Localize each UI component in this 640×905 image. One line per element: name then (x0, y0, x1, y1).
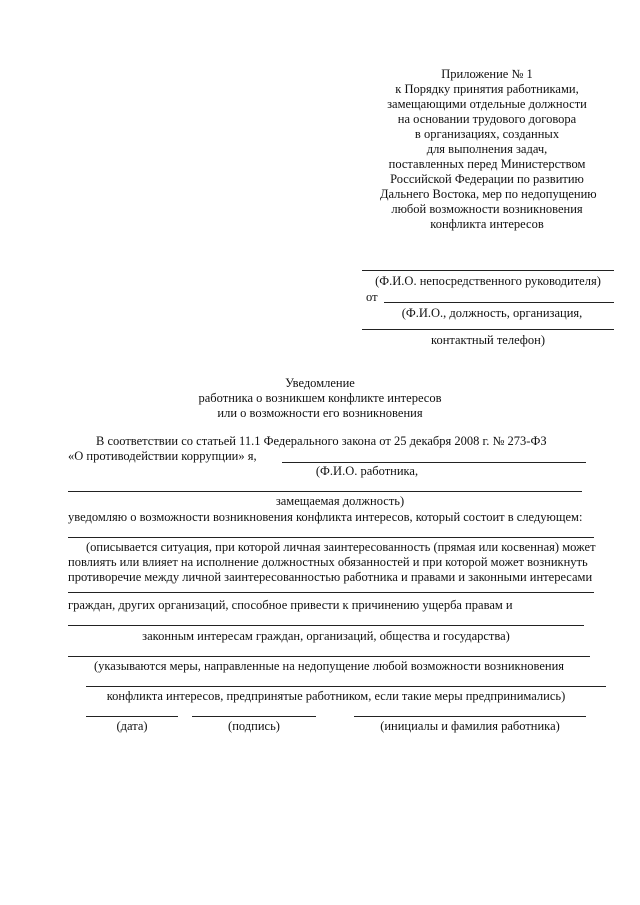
employee-initials-field[interactable] (354, 716, 586, 717)
appendix-line: Дальнего Востока, мер по недопущению (380, 187, 597, 201)
appendix-line: на основании трудового договора (397, 112, 577, 126)
sender-caption: (Ф.И.О., должность, организация, (401, 306, 583, 320)
situation-line: (описывается ситуация, при которой личная заинтересованность (прямая или косвенная) может (86, 540, 596, 554)
situation-field-3[interactable] (68, 625, 584, 626)
position-caption: замещаемая должность) (275, 494, 405, 508)
intro-line: В соответствии со статьей 11.1 Федерального закона от 25 декабря 2008 г. № 273-ФЗ (96, 434, 547, 448)
date-caption: (дата) (116, 719, 148, 733)
situation-line: повлиять или влияет на исполнение должностных обязанностей и при которой может возникнуть (68, 555, 588, 569)
initials-caption: (инициалы и фамилия работника) (380, 719, 560, 733)
intro-line: «О противодействии коррупции» я, (68, 449, 257, 463)
appendix-line: замещающими отдельные должности (387, 97, 587, 111)
situation-field[interactable] (68, 537, 594, 538)
notify-line: уведомляю о возможности возникновения конфликта интересов, который состоит в следующем: (68, 510, 583, 524)
appendix-line: для выполнения задач, (426, 142, 548, 156)
title-line: или о возможности его возникновения (217, 406, 423, 420)
date-field[interactable] (86, 716, 178, 717)
measures-field-2[interactable] (86, 686, 606, 687)
measures-line: (указываются меры, направленные на недопущение любой возможности возникновения (93, 659, 565, 673)
signature-field[interactable] (192, 716, 316, 717)
measures-line: конфликта интересов, предпринятые работником, если такие меры предпринимались) (106, 689, 566, 703)
sender-name-field[interactable] (384, 302, 614, 303)
appendix-title: Приложение № 1 (441, 67, 533, 81)
employee-name-field[interactable] (282, 462, 586, 463)
sender-details-field[interactable] (362, 329, 614, 330)
appendix-line: любой возможности возникновения (391, 202, 583, 216)
manager-caption: (Ф.И.О. непосредственного руководителя) (375, 274, 601, 288)
title-line: работника о возникшем конфликте интересов (198, 391, 442, 405)
situation-field-2[interactable] (68, 592, 594, 593)
appendix-line: конфликта интересов (430, 217, 544, 231)
measures-field[interactable] (68, 656, 590, 657)
appendix-line: поставленных перед Министерством (388, 157, 586, 171)
signature-caption: (подпись) (228, 719, 280, 733)
phone-caption: контактный телефон) (431, 333, 545, 347)
employee-caption: (Ф.И.О. работника, (315, 464, 419, 478)
situation-line: законным интересам граждан, организаций, общества и государства) (142, 629, 510, 643)
from-label: от (366, 290, 378, 304)
appendix-line: к Порядку принятия работниками, (395, 82, 579, 96)
situation-line: противоречие между личной заинтересованностью работника и правами и законными интересами (68, 570, 593, 584)
position-field[interactable] (68, 491, 582, 492)
manager-name-field[interactable] (362, 270, 614, 271)
situation-line: граждан, других организаций, способное привести к причинению ущерба правам и (68, 598, 513, 612)
appendix-line: Российской Федерации по развитию (390, 172, 584, 186)
title-line: Уведомление (285, 376, 355, 390)
appendix-line: в организациях, созданных (414, 127, 560, 141)
